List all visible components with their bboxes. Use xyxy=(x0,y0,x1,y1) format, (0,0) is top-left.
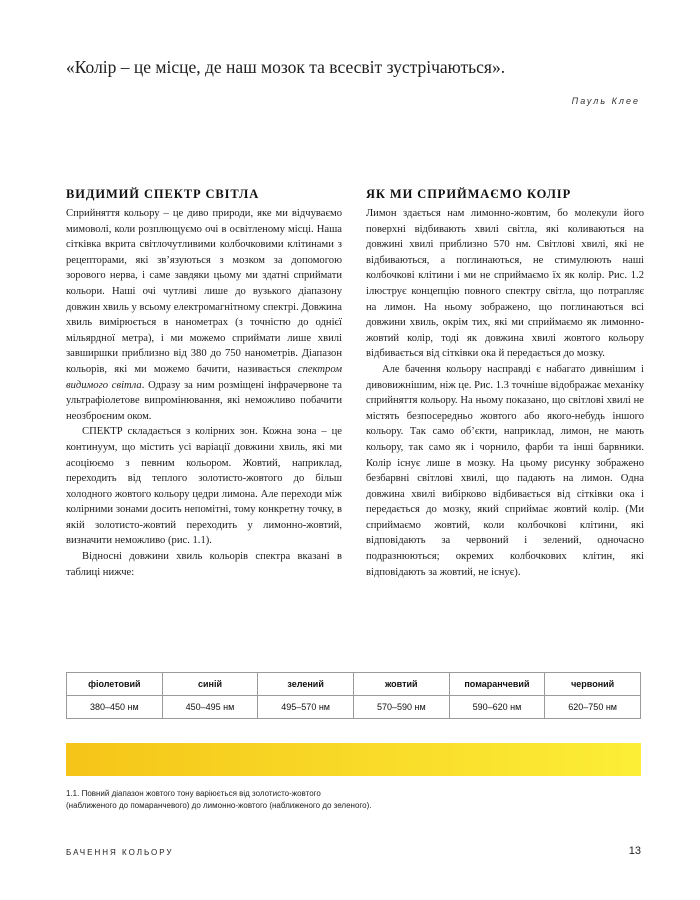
running-footer-title: БАЧЕННЯ КОЛЬОРУ xyxy=(66,848,174,857)
right-paragraph-2: Але бачення кольору насправді є набагато дивнішим і дивовижнішим, ніж це. Рис. 1.3 точніше відображає механіку сприйняття кольору. На ньому показано, що світлові хвилі не містять безпосередньо жовтого або якого-небудь іншого кольору. Так само об’єкти, наприклад, лимон, не мають кольору, так само як і чорнило, фарби та інші барвники. Колір існує лише в мозку. На цьому рисунку зображено безбарвні світлові хвилі, що падають на лимон. Одна довжина хвилі вибірково відбивається від сітківки ока і передається до мозку, який сприймає жовтий колір. (Ми сприймаємо жовтий, коли колбочкові клітини, які відповідають за червоний і зелений, одночасно подразнюються; окремих колбочкових клітин, які відповідають за жовтий, не існує). xyxy=(366,363,644,578)
table-row xyxy=(67,696,641,719)
table-header-cell: помаранчевий xyxy=(449,673,545,696)
table-header-cell: синій xyxy=(162,673,258,696)
table-header-row xyxy=(67,673,641,696)
table-header-cell: фіолетовий xyxy=(67,673,163,696)
left-p1-emphasis: спектром видимого світла xyxy=(66,363,342,391)
caption-line: (наближеного до помаранчевого) до лимонно-жовтого (наближеного до зеленого). xyxy=(66,801,372,810)
table-cell: 620–750 нм xyxy=(545,696,641,719)
table-cell: 590–620 нм xyxy=(449,696,545,719)
table-cell: 380–450 нм xyxy=(67,696,163,719)
page-number: 13 xyxy=(628,845,641,857)
left-p1-text-b: . Одразу за ним розміщені інфрачервоне та ультрафіолетове випромінювання, які неможливо побачити неозброєним оком. xyxy=(66,379,342,422)
epigraph-quote: «Колір – це місце, де наш мозок та всесвіт зустрічаються». xyxy=(66,57,506,77)
epigraph-author: Пауль Клее xyxy=(571,96,640,106)
wavelength-table xyxy=(66,672,641,719)
right-paragraph-1: Лимон здається нам лимонно-жовтим, бо молекули його поверхні відбивають хвилі світла, які коливаються на довжині хвилі приблизно 570 нм. Світлові хвилі, які не відбиваються, а поглинаються, не стимулюють наші колбочкові клітини і ми не сприймаємо їх як колір. Рис. 1.2 ілюструє концепцію повного спектру світла, що потрапляє на лимон. На ньому зображено, що поглинаються всі довжини хвиль, окрім тих, які ми сприймаємо як лимонно-жовтий колір, тоді як довжина хвилі жовтого кольору відбивається від сітківки ока й передається до мозку. xyxy=(366,208,644,360)
left-paragraph-3: Відносні довжини хвиль кольорів спектра вказані в таблиці нижче: xyxy=(66,551,342,578)
left-paragraph-1 xyxy=(66,206,342,424)
table-header-cell: зелений xyxy=(258,673,354,696)
caption-line: 1.1. Повний діапазон жовтого тону варіюється від золотисто-жовтого xyxy=(66,789,321,798)
left-column xyxy=(66,186,342,580)
right-column xyxy=(366,186,644,580)
table-header-cell: червоний xyxy=(545,673,641,696)
left-paragraph-2: СПЕКТР складається з колірних зон. Кожна зона – це континуум, що містить усі варіації довжини хвиль, які ми асоціюємо з певним кольором. Жовтий, наприклад, переходить від теплого золотисто-жовтого до більш холодного жовтого кольору цедри лимона. Але переходи між колірними зонами досить непомітні, тому конкретну точку, в якій золотисто-жовтий переходить у лимонно-жовтий, визначити неможливо (рис. 1.1). xyxy=(66,426,342,547)
left-p1-text-a: Сприйняття кольору – це диво природи, яке ми відчуваємо мимоволі, коли розплющуємо очі в освітленому місці. Наша сітківка вкрита світлочутливими колбочковими клітинами з рецепторами, які зв’язуються з мозком за допомогою зорового нерва, і саме завдяки цьому ми здатні сприймати кольори. Наші очі чутливі лише до вузького діапазону довжин хвиль у всьому електромагнітному спектрі. Довжина хвиль вимірюється в нанометрах (з точністю до однієї мільярдної метра), і ми можемо сприймати лише хвилі завширшки приблизно від 380 до 750 нанометрів. Діапазон кольорів, які ми можемо бачити, називається xyxy=(66,208,342,375)
table-cell: 570–590 нм xyxy=(353,696,449,719)
left-section-heading: ВИДИМИЙ СПЕКТР СВІТЛА xyxy=(66,187,260,201)
table-cell: 495–570 нм xyxy=(258,696,354,719)
yellow-gradient-figure xyxy=(66,743,641,776)
right-section-heading: ЯК МИ СПРИЙМАЄМО КОЛІР xyxy=(366,187,572,201)
table-header-cell: жовтий xyxy=(353,673,449,696)
table-cell: 450–495 нм xyxy=(162,696,258,719)
figure-caption xyxy=(66,788,566,812)
